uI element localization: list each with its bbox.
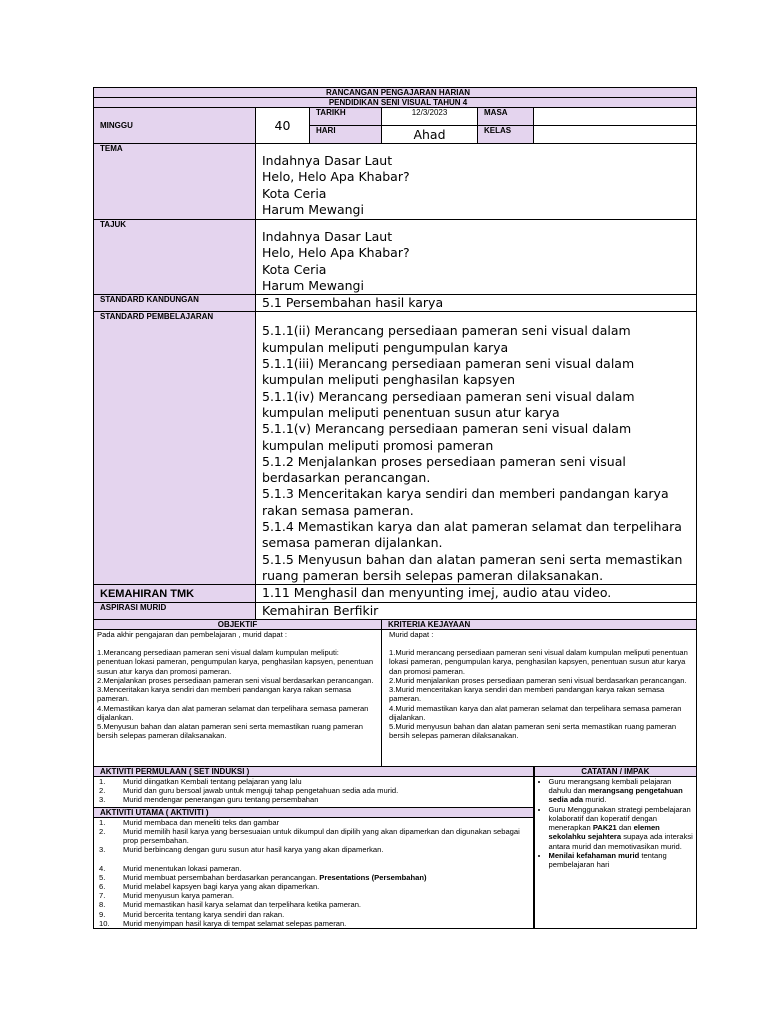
sp-item: 5.1.3 Menceritakan karya sendiri dan memberi pandangan karya rakan semasa pameran. [262, 486, 669, 518]
list-item: 6. Murid melabel kapsyen bagi karya yang akan dipamerkan. [99, 881, 320, 891]
objektif-item: 2.Menjalankan proses persediaan pameran seni visual berdasarkan perancangan. [97, 675, 374, 685]
masa-label: MASA [478, 108, 534, 126]
list-item: 4. Murid menentukan lokasi pameran. [99, 863, 242, 873]
objektif-content [94, 630, 382, 767]
sp-item: 5.1.1(iii) Merancang persediaan pameran seni visual dalam kumpulan meliputi penghasilan kapsyen [262, 356, 635, 388]
tema-item: Indahnya Dasar Laut [262, 153, 393, 168]
objektif-item: 1.Merancang persediaan pameran seni visual dalam kumpulan meliputi: penentuan lokasi pameran, pengumpulan karya, penghasilan kapsyen, penentuan susun atur karya dan promosi pameran. [97, 648, 374, 676]
minggu-label: MINGGU [94, 108, 256, 144]
objektif-item: 4.Memastikan karya dan alat pameran selamat dan terpelihara semasa pameran dijalankan. [97, 703, 369, 722]
tajuk-item: Harum Mewangi [262, 277, 364, 293]
tajuk-list [256, 220, 697, 295]
objektif-intro: Pada akhir pengajaran dan pembelajaran , murid dapat : [97, 630, 287, 640]
aspirasi-murid-value: Kemahiran Berfikir [256, 602, 697, 619]
aktiviti-utama-header: AKTIVITI UTAMA ( AKTIVITI ) [94, 807, 533, 818]
sp-item: 5.1.4 Memastikan karya dan alat pameran selamat dan terpelihara semasa pameran dijalankan. [262, 519, 682, 551]
list-item: 2. Murid memilih hasil karya yang bersesuaian untuk dikumpul dan dipilih yang akan dipamerkan dan digunakan sebagai prop persembahan. [99, 826, 520, 846]
catatan-section [534, 767, 697, 929]
hari-value: Ahad [382, 126, 478, 144]
list-item: 2. Murid dan guru bersoal jawab untuk menguji tahap pengetahuan sedia ada murid. [99, 786, 399, 796]
aspirasi-murid-label: ASPIRASI MURID [94, 602, 256, 619]
kriteria-item: 5.Murid menyusun bahan dan alatan pameran seni serta memastikan ruang pameran bersih selepas pameran dilaksanakan. [389, 721, 677, 741]
list-item: • Guru merangsang kembali pelajaran dahulu dan merangsang pengetahuan sedia ada murid. [549, 777, 697, 805]
sp-item: 5.1.1(iv) Merancang persediaan pameran seni visual dalam kumpulan meliputi penentuan susun atur karya [262, 388, 635, 420]
tarikh-label: TARIKH [310, 108, 382, 126]
tema-list [256, 144, 697, 220]
aktiviti-permulaan-header: AKTIVITI PERMULAAN ( SET INDUKSI ) [94, 767, 533, 777]
list-item: • Menilai kefahaman murid tentang pembelajaran hari [549, 851, 697, 869]
list-item: 8. Murid memastikan hasil karya selamat dan terpelihara ketika pameran. [99, 900, 362, 910]
kriteria-header: KRITERIA KEJAYAAN [382, 620, 697, 630]
standard-pembelajaran-list [256, 312, 697, 585]
kriteria-intro: Murid dapat : [389, 630, 434, 640]
masa-value [534, 108, 697, 126]
catatan-list [535, 777, 697, 869]
standard-kandungan-label: STANDARD KANDUNGAN [94, 295, 256, 312]
aktiviti-permulaan-list [94, 777, 533, 807]
tema-item: Kota Ceria [262, 185, 327, 201]
tarikh-value: 12/3/2023 [382, 108, 478, 126]
standard-pembelajaran-label: STANDARD PEMBELAJARAN [94, 312, 256, 585]
hari-label: HARI [310, 126, 382, 144]
kemahiran-tmk-label: KEMAHIRAN TMK [94, 585, 256, 602]
kriteria-item: 2.Murid menjalankan proses persediaan pameran seni visual berdasarkan perancangan. [389, 675, 687, 685]
sp-item: 5.1.1(ii) Merancang persediaan pameran seni visual dalam kumpulan meliputi pengumpulan karya [262, 323, 631, 355]
tajuk-label: TAJUK [94, 220, 256, 295]
tema-item: Helo, Helo Apa Khabar? [262, 169, 410, 185]
tajuk-item: Helo, Helo Apa Khabar? [262, 245, 410, 261]
catatan-header: CATATAN / IMPAK [535, 767, 697, 777]
tema-label: TEMA [94, 144, 256, 220]
list-item: 3. Murid berbincang dengan guru susun atur hasil karya yang akan dipamerkan. [99, 845, 384, 855]
list-item: 1. Murid diingatkan Kembali tentang pelajaran yang lalu [99, 777, 302, 787]
list-item: 3. Murid mendengar penerangan guru tentang persembahan [99, 795, 319, 805]
list-item: 7. Murid menyusun karya pameran. [99, 891, 235, 901]
minggu-value: 40 [256, 108, 310, 144]
sp-item: 5.1.2 Menjalankan proses persediaan pameran seni visual berdasarkan perancangan. [262, 453, 626, 486]
tema-item: Harum Mewangi [262, 201, 364, 217]
list-item: • Guru Menggunakan strategi pembelajaran kolaboratif dan koperatif dengan menerapkan PAK21 dan elemen sekolahku sejahtera supaya ada interaksi antara murid dan memotivasikan murid. [549, 805, 697, 851]
aktiviti-utama-list [94, 818, 533, 928]
standard-kandungan-value: 5.1 Persembahan hasil karya [256, 295, 697, 312]
lesson-plan-table [93, 87, 697, 929]
kriteria-item: 4.Murid memastikan karya dan alat pameran selamat dan terpelihara semasa pameran dijalankan. [389, 703, 682, 722]
tajuk-item: Indahnya Dasar Laut [262, 229, 393, 244]
kelas-label: KELAS [478, 126, 534, 144]
document-subtitle: PENDIDIKAN SENI VISUAL TAHUN 4 [94, 98, 697, 108]
sp-item: 5.1.1(v) Merancang persediaan pameran seni visual dalam kumpulan meliputi promosi pameran [262, 421, 632, 453]
kriteria-item: 3.Murid menceritakan karya sendiri dan memberi pandangan karya rakan semasa pameran. [389, 685, 665, 704]
sp-item: 5.1.5 Menyusun bahan dan alatan pameran seni serta memastikan ruang pameran bersih selepas pameran dilaksanakan. [262, 551, 683, 583]
list-item: 9. Murid bercerita tentang karya sendiri dan rakan. [99, 909, 285, 919]
kelas-value [534, 126, 697, 144]
document-title: RANCANGAN PENGAJARAN HARIAN [94, 88, 697, 98]
tajuk-item: Kota Ceria [262, 261, 327, 277]
aktiviti-section [94, 767, 534, 929]
kemahiran-tmk-value: 1.11 Menghasil dan menyunting imej, audio atau video. [256, 585, 697, 602]
kriteria-item: 1.Murid merancang persediaan pameran seni visual dalam kumpulan meliputi penentuan lokasi pameran, pengumpulan karya, penghasilan kapsyen, penentuan susun atur karya dan promosi pameran. [389, 648, 688, 676]
objektif-header: OBJEKTIF [94, 620, 382, 630]
list-item: 5. Murid membuat persembahan berdasarkan perancangan. Presentations (Persembahan) [99, 872, 427, 882]
objektif-item: 3.Menceritakan karya sendiri dan memberi pandangan karya rakan semasa pameran. [97, 685, 352, 704]
list-item: 10. Murid menyimpan hasil karya di tempat selamat selepas pameran. [99, 918, 347, 928]
objektif-item: 5.Menyusun bahan dan alatan pameran seni serta memastikan ruang pameran bersih selepas pameran dilaksanakan. [97, 721, 363, 741]
list-item: 1. Murid membaca dan meneliti teks dan gambar [99, 817, 280, 827]
kriteria-content [382, 630, 697, 767]
